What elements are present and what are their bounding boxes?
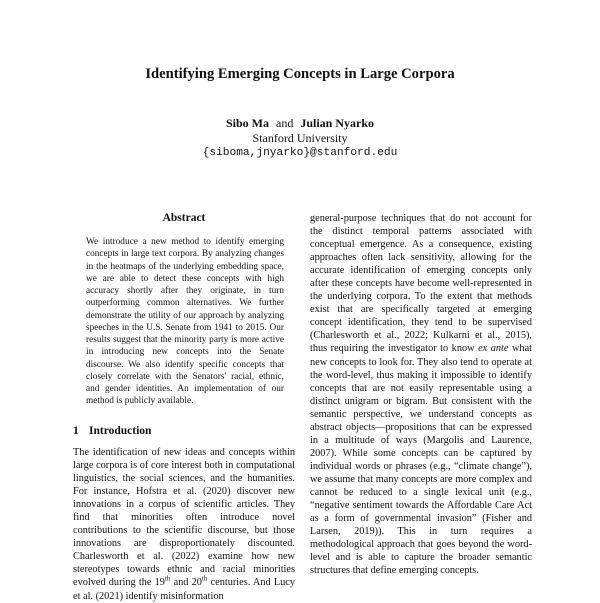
introduction-paragraph bbox=[73, 446, 295, 603]
section-title: Introduction bbox=[89, 425, 152, 437]
author-conjunction: and bbox=[276, 116, 294, 130]
paper-title: Identifying Emerging Concepts in Large Corpora bbox=[145, 66, 455, 82]
section-heading-introduction bbox=[73, 425, 295, 437]
author-1: Sibo Ma bbox=[225, 116, 269, 130]
author-names bbox=[0, 116, 600, 131]
superscript-th-2: th bbox=[201, 575, 208, 584]
intro-text-part-b: and 20 bbox=[170, 577, 202, 589]
right-column-paragraph bbox=[310, 212, 532, 577]
italic-ex-ante: ex ante bbox=[478, 343, 509, 355]
right-text-part-b: what new concepts to look for. They also tend to operate at the word-level, thus making it impossible to identify concepts that are not easily representable using a distinct unigram or bigram. But consistent with the semantic perspective, we understand concepts as abstract objects—propositions that can be expressed in a multitude of ways (Margolis and Laurence, 2007). While some concepts can be captured by individual words or phrases (e.g., “climate change”), we assume that many concepts are more complex and cannot be reduced to a single lexical unit (e.g., “negative sentiment towards the Affordable Care Act as a form of governmental invasion” (Fisher and Larsen, 2019)). This in turn requires a methodological approach that goes beyond the word-level and is able to capture the broader semantic structures that define emerging concepts. bbox=[310, 343, 532, 577]
right-text-part-a: general-purpose techniques that do not account for the distinct temporal patterns associated with conceptual emergence. As a consequence, existing approaches often lack sensitivity, allowing for the accurate identification of emerging concepts only after these concepts have become well-represented in the underlying corpora. To the extent that methods exist that are specifically targeted at emerging concept identification, they tend to be supervised (Charlesworth et al., 2022; Kulkarni et al., 2015), thus requiring the investigator to know bbox=[310, 213, 532, 355]
author-2: Julian Nyarko bbox=[300, 116, 375, 130]
section-number: 1 bbox=[73, 425, 79, 437]
author-block bbox=[0, 116, 600, 161]
superscript-th-1: th bbox=[164, 575, 171, 584]
affiliation: Stanford University bbox=[252, 131, 348, 145]
author-email: {siboma,jnyarko}@stanford.edu bbox=[202, 147, 398, 159]
abstract-heading: Abstract bbox=[162, 212, 206, 224]
intro-text-part-a: The identification of new ideas and concepts within large corpora is of core interest both in computational linguistics, the social sciences, and the humanities. For instance, Hofstra et al. (2020) discover new innovations in a corpus of scientific articles. They find that minorities often introduce novel contributions to the scientific discourse, but those innovations are disproportionately discounted. Charlesworth et al. (2022) examine how new stereotypes towards ethnic and racial minorities evolved during the 19 bbox=[73, 447, 295, 589]
intro-text-part-c: centuries. And Lucy et al. (2021) identify misinformation bbox=[73, 577, 295, 602]
abstract-text: We introduce a new method to identify emerging concepts in large text corpora. By analyzing changes in the heatmaps of the underlying embedding space, we are able to detect these concepts with high accuracy shortly after they originate, in turn outperforming common alternatives. We further demonstrate the utility of our approach by analyzing speeches in the U.S. Senate from 1941 to 2015. Our results suggest that the minority party is more active in introducing new concepts into the Senate discourse. We also identify specific concepts that closely correlate with the Senators' racial, ethnic, and gender identities. An implementation of our method is publicly available. bbox=[86, 237, 284, 407]
